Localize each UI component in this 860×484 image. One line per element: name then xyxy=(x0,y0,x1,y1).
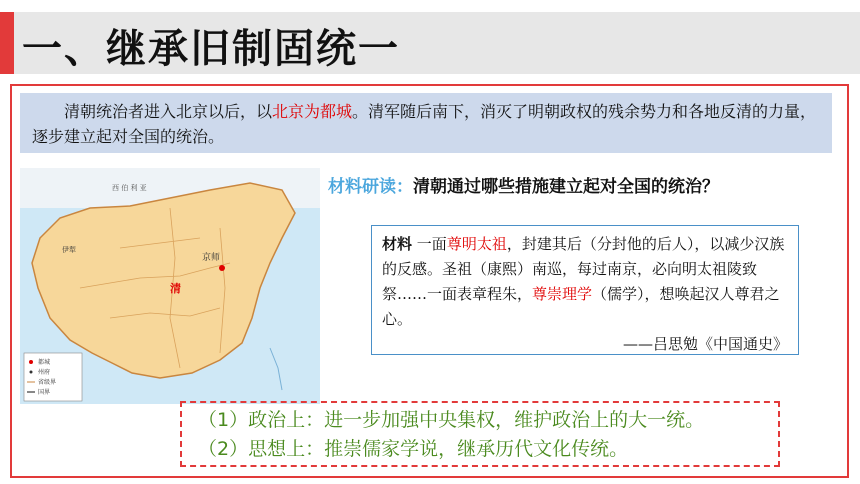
material-label: 材料 xyxy=(382,235,413,253)
material-text-1: 一面 xyxy=(416,235,447,253)
map-legend-item-1: 都城 xyxy=(38,359,51,366)
map-legend-item-4: 国界 xyxy=(38,389,51,396)
intro-text-before: 清朝统治者进入北京以后，以 xyxy=(64,102,273,121)
map-label-yili: 伊犁 xyxy=(62,246,76,254)
answers-box xyxy=(180,401,780,467)
slide-header xyxy=(0,12,860,74)
answer-1: （1）政治上：进一步加强中央集权，维护政治上的大一统。 xyxy=(198,409,705,431)
page-title: 一、继承旧制固统一 xyxy=(22,26,400,72)
map-label-qing: 清 xyxy=(170,282,181,295)
answer-2: （2）思想上：推崇儒家学说，继承历代文化传统。 xyxy=(198,438,629,460)
map-legend-item-2: 州府 xyxy=(38,369,51,376)
question-label: 材料研读： xyxy=(328,177,413,197)
material-highlight-2: 尊崇理学 xyxy=(532,285,593,303)
question-text: 清朝通过哪些措施建立起对全国的统治？ xyxy=(413,177,719,197)
intro-paragraph xyxy=(20,93,832,153)
map-svg xyxy=(20,168,320,404)
intro-highlight: 北京为都城 xyxy=(272,102,353,121)
question-block xyxy=(328,174,798,200)
map-legend-box xyxy=(24,353,82,401)
material-text-2: ，封建其后（分封他的后人），以减少汉族的反感。圣祖（康熙）南巡，每过南京，必向明太祖陵致祭……一面表章程朱， xyxy=(382,235,785,303)
qing-map-image xyxy=(20,168,320,404)
material-highlight-1: 尊明太祖 xyxy=(446,235,507,253)
intro-text-after: 。清军随后南下，消灭了明朝政权的残余势力和各地反清的力量，逐步建立起对全国的统治。 xyxy=(32,102,817,146)
map-legend-symbol-1 xyxy=(29,360,33,364)
map-capital-dot xyxy=(219,265,225,271)
map-label-west: 西 伯 利 亚 xyxy=(112,184,147,192)
header-accent-bar xyxy=(0,12,14,74)
material-box xyxy=(371,225,799,355)
map-legend-symbol-2 xyxy=(30,371,33,374)
material-source: ——吕思勉《中国通史》 xyxy=(622,335,788,353)
material-text-3: （儒学），想唤起汉人尊君之心。 xyxy=(382,285,780,328)
map-label-capital: 京师 xyxy=(202,253,221,263)
map-legend-item-3: 省级界 xyxy=(38,379,57,386)
